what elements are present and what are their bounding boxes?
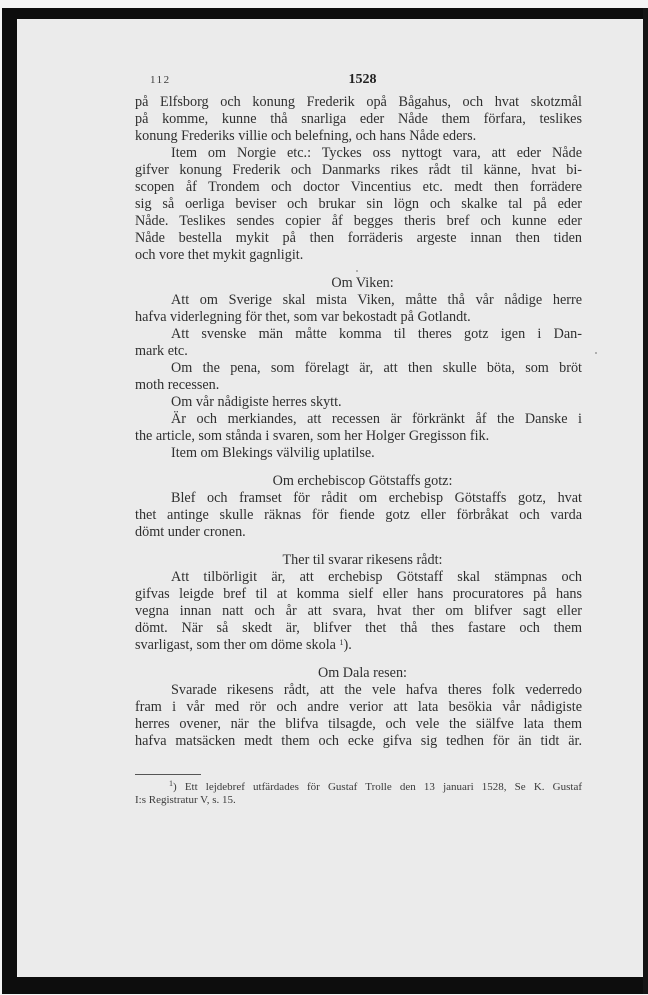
text-line-body: svarligast, som ther om döme skola xyxy=(135,637,336,653)
text-line: herres ovener, när the blifva tilsagde, och vele the siälfve lata them xyxy=(135,716,582,732)
text-line: Svarade rikesens rådt, att the vele hafva theres folk vederredo xyxy=(171,682,582,698)
text-line: Att svenske män måtte komma til theres gotz igen i Dan- xyxy=(171,326,582,342)
scan-frame-bottom xyxy=(2,977,648,994)
text-line: Item om Blekings välvilig uplatilse. xyxy=(171,445,375,461)
paragraph xyxy=(135,411,582,445)
text-line: gifver konung Frederik och Danmarks rikes rådt til känne, hvat bi- xyxy=(135,162,582,178)
text-line: på komme, kunne thå snarliga eder Nåde them förfara, teslikes xyxy=(135,111,582,127)
section-heading: Ther til svarar rikesens rådt: xyxy=(282,552,443,568)
paragraph xyxy=(135,490,582,541)
paragraph xyxy=(135,360,582,394)
text-line: Om vår nådigiste herres skytt. xyxy=(171,394,342,410)
text-line: konung Frederiks villie och belefning, och hans Nåde eders. xyxy=(135,128,477,144)
text-line: moth recessen. xyxy=(135,377,220,393)
page-content xyxy=(135,72,582,807)
text-line: hafva viderlegning för thet, som var bekostadt på Gotlandt. xyxy=(135,309,471,325)
section-heading: Om erchebiscop Götstaffs gotz: xyxy=(272,473,453,489)
text-line: Nåde. Teslikes sendes copier åf begges theris bref och kunne eder xyxy=(135,213,582,229)
scan-frame-top xyxy=(2,8,648,19)
paragraph xyxy=(135,445,582,462)
text-line: dömt under cronen. xyxy=(135,524,246,540)
paragraph xyxy=(135,326,582,360)
footnote-marker: 1 xyxy=(169,779,173,788)
footnote xyxy=(135,781,582,807)
text-line: Att tilbörligit är, att erchebisp Götstaff skal stämpnas och xyxy=(171,569,582,585)
paragraph xyxy=(135,94,582,145)
text-line-tail: ). xyxy=(343,637,352,653)
text-line: sig så oerliga beviser och brukar sin lögn och skalke tal på eder xyxy=(135,196,582,212)
paragraph xyxy=(135,569,582,654)
text-line: dömt. När så skedt är, blifver thet thå thes fastare och them xyxy=(135,620,582,636)
text-line: Nåde bestella mykit på then forräderis argeste innan then tiden xyxy=(135,230,582,246)
footnote-line: I:s Registratur V, s. 15. xyxy=(135,794,236,806)
text-line: mark etc. xyxy=(135,343,188,359)
section-heading: Om Viken: xyxy=(331,275,394,291)
section-heading: Om Dala resen: xyxy=(317,665,408,681)
running-head xyxy=(135,72,582,94)
paragraph xyxy=(135,682,582,750)
scan-frame-left xyxy=(2,8,17,994)
footnote-line xyxy=(135,781,582,794)
text-line: fram i vår med rör och andre verior att lata besökia vår nådigiste xyxy=(135,699,582,715)
text-line: Är och merkiandes, att recessen är förkränkt åf the Danske i xyxy=(171,411,582,427)
paragraph xyxy=(135,394,582,411)
text-line: vegna innan natt och år att svara, hvat ther om blifver sagt eller xyxy=(135,603,582,619)
paragraph xyxy=(135,292,582,326)
text-line-with-footnote xyxy=(135,637,582,654)
text-line: the article, som stånda i svaren, som her Holger Gregisson fik. xyxy=(135,428,490,444)
footnote-text: Ett lejdebref utfärdades för Gustaf Trolle den 13 januari 1528, Se K. Gustaf xyxy=(184,781,582,793)
footnote-divider xyxy=(135,774,201,775)
text-line: hafva matsäcken medt them och ecke gifva sig tedhen för än tidt är. xyxy=(135,733,582,749)
scan-frame-right xyxy=(643,8,648,994)
text-line: scopen åf Trondem och doctor Vincentius etc. medt then forrädere xyxy=(135,179,582,195)
text-line: Att om Sverige skal mista Viken, måtte thå vår nådige herre xyxy=(171,292,582,308)
text-line: på Elfsborg och konung Frederik opå Bågahus, och hvat skotzmål xyxy=(135,94,582,110)
text-line: Item om Norgie etc.: Tyckes oss nyttogt vara, att eder Nåde xyxy=(171,145,582,161)
scan-speck xyxy=(356,270,358,272)
page-number: 112 xyxy=(150,74,171,86)
text-line: Blef och framset för rådit om erchebisp Götstaffs gotz, hvat xyxy=(171,490,582,506)
text-line: och vore thet mykit gagnligit. xyxy=(135,247,304,263)
text-line: gifvas leigde bref til at komma sielf eller hans procuratores på hans xyxy=(135,586,582,602)
footnote-marker-suffix: ) xyxy=(173,781,177,793)
paragraph xyxy=(135,145,582,264)
year-heading: 1528 xyxy=(348,72,377,87)
text-line: thet antinge skulle räknas för fiende gotz eller förbråkat och varda xyxy=(135,507,582,523)
scan-speck xyxy=(595,352,597,354)
footnote-reference: 1 xyxy=(339,638,344,647)
text-line: Om the pena, som förelagt är, att then skulle böta, som bröt xyxy=(171,360,582,376)
